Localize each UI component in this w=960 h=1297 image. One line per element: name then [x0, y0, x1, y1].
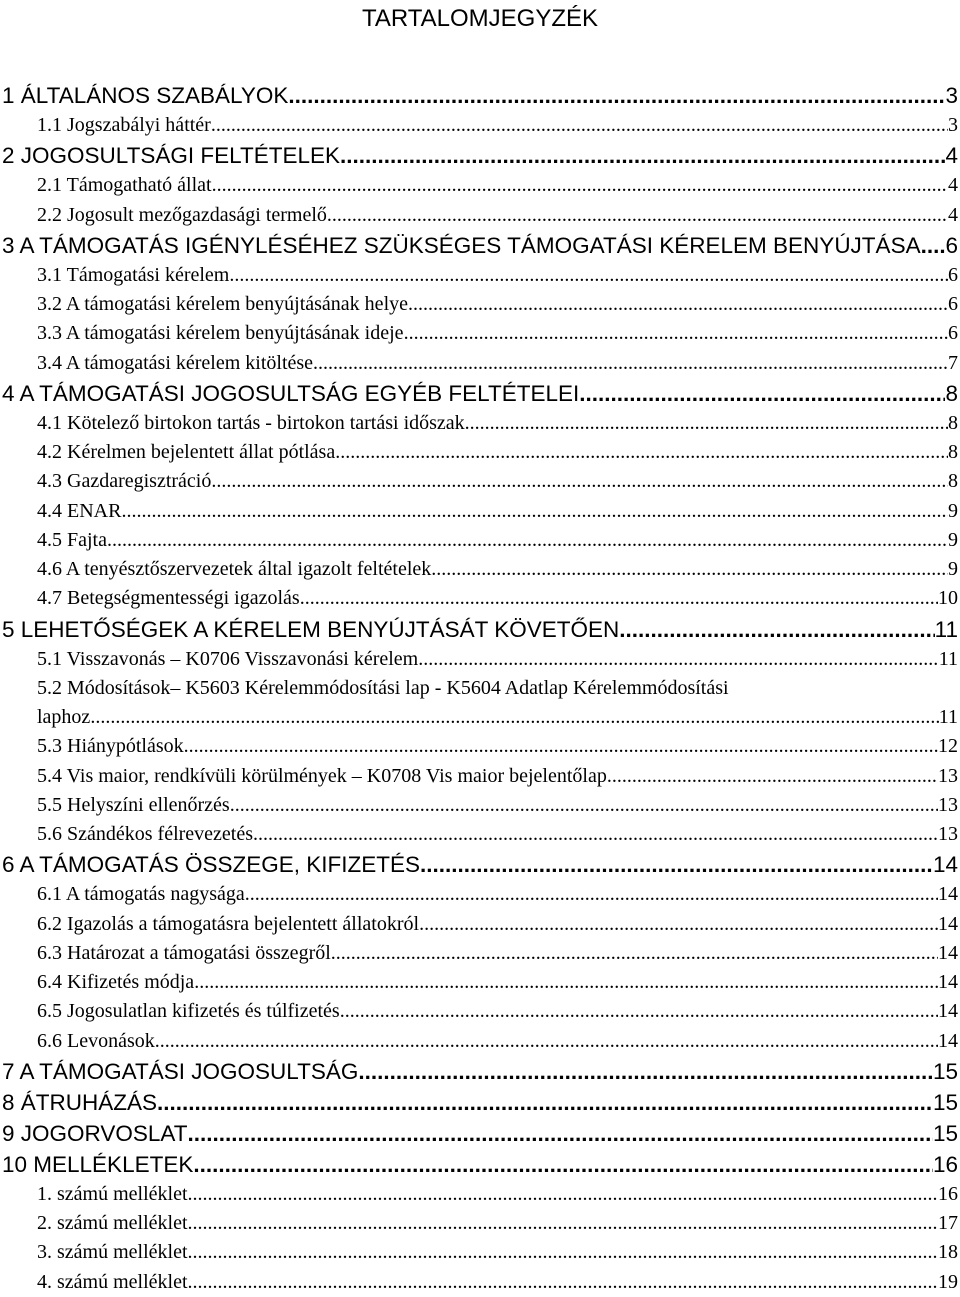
toc-entry-label: 6 A TÁMOGATÁS ÖSSZEGE, KIFIZETÉS: [2, 852, 421, 878]
toc-section-entry[interactable]: [0, 939, 960, 968]
toc-leader-dots: [155, 1027, 938, 1056]
toc-section-entry[interactable]: [0, 674, 960, 703]
toc-entry-label: 3.2 A támogatási kérelem benyújtásának helye: [37, 293, 408, 315]
toc-page-number: 14: [938, 1029, 958, 1052]
toc-page-number: 4: [948, 174, 958, 197]
toc-entry-label: 2.1 Támogatható állat: [37, 174, 212, 197]
toc-section-entry[interactable]: [0, 497, 960, 526]
toc-entry-label: 3.1 Támogatási kérelem: [37, 263, 230, 286]
toc-leader-dots: [619, 614, 934, 645]
toc-entry-label: 5.3 Hiánypótlások: [37, 735, 184, 758]
toc-leader-dots: [193, 1149, 933, 1180]
toc-page-number: 19: [938, 1270, 958, 1293]
toc-entry-label: 9 JOGORVOSLAT: [2, 1120, 188, 1146]
toc-chapter-entry[interactable]: [0, 1087, 960, 1118]
toc-entry-label: laphoz: [37, 706, 91, 728]
toc-page-number: 8: [948, 411, 958, 434]
toc-chapter-entry[interactable]: [0, 1149, 960, 1180]
toc-section-entry[interactable]: [0, 1180, 960, 1209]
toc-leader-dots: [418, 645, 938, 674]
toc-leader-dots: [212, 171, 948, 200]
toc-entry-label: 5.6 Szándékos félrevezetés: [37, 823, 254, 845]
toc-section-entry[interactable]: [0, 703, 960, 732]
toc-page-number: 9: [948, 499, 958, 522]
toc-leader-dots: [335, 438, 948, 467]
toc-entry-label: 5.5 Helyszíni ellenőrzés: [37, 793, 230, 816]
toc-page-number: 8: [948, 441, 958, 463]
toc-entry-label: 4.7 Betegségmentességi igazolás: [37, 587, 300, 610]
toc-section-entry[interactable]: [0, 171, 960, 200]
toc-entry-label: 6.5 Jogosulatlan kifizetés és túlfizetés: [37, 1000, 340, 1023]
toc-section-entry[interactable]: [0, 111, 960, 140]
toc-leader-dots: [245, 880, 938, 909]
toc-page-number: 18: [938, 1241, 958, 1264]
toc-page-number: 8: [945, 380, 958, 406]
toc-page-number: 17: [938, 1212, 958, 1234]
toc-leader-dots: [90, 703, 938, 732]
toc-section-entry[interactable]: [0, 349, 960, 378]
toc-section-entry[interactable]: [0, 1209, 960, 1238]
toc-entry-label: 6.3 Határozat a támogatási összegről: [37, 941, 331, 964]
toc-entry-label: 6.4 Kifizetés módja: [37, 971, 195, 993]
toc-page-number: 8: [948, 470, 958, 493]
toc-entry-label: 2.2 Jogosult mezőgazdasági termelő: [37, 203, 327, 226]
toc-page-number: 14: [938, 912, 958, 935]
toc-chapter-entry[interactable]: [0, 230, 960, 261]
toc-section-entry[interactable]: [0, 645, 960, 674]
toc-section-entry[interactable]: [0, 290, 960, 319]
toc-page-number: 12: [938, 735, 958, 758]
toc-entry-label: 5 LEHETŐSÉGEK A KÉRELEM BENYÚJTÁSÁT KÖVETŐEN: [2, 616, 620, 642]
toc-leader-dots: [313, 349, 948, 378]
toc-entry-label: 2. számú melléklet: [37, 1212, 188, 1234]
toc-leader-dots: [340, 140, 945, 171]
toc-entry-label: 4.2 Kérelmen bejelentett állat pótlása: [37, 441, 336, 463]
toc-page-number: 15: [932, 1120, 958, 1146]
toc-leader-dots: [607, 762, 938, 791]
toc-section-entry[interactable]: [0, 968, 960, 997]
toc-entry-label: 4.3 Gazdaregisztráció: [37, 470, 212, 493]
toc-leader-dots: [188, 1238, 938, 1267]
toc-entry-label: 4.1 Kötelező birtokon tartás - birtokon tartási időszak: [37, 411, 465, 434]
toc-section-entry[interactable]: [0, 261, 960, 290]
toc-leader-dots: [194, 968, 938, 997]
toc-entry-label: 4. számú melléklet: [37, 1270, 188, 1293]
toc-leader-dots: [431, 555, 948, 584]
toc-leader-dots: [340, 997, 938, 1026]
toc-entry-label: 4 A TÁMOGATÁSI JOGOSULTSÁG EGYÉB FELTÉTELEI: [2, 380, 580, 406]
toc-entry-label: 7 A TÁMOGATÁSI JOGOSULTSÁG: [2, 1058, 359, 1084]
toc-entry-label: 4.4 ENAR: [37, 499, 122, 522]
toc-entry-label: 6.6 Levonások: [37, 1029, 155, 1052]
toc-leader-dots: [157, 1087, 933, 1118]
toc-page-number: 7: [948, 351, 958, 374]
toc-entry-label: 1 ÁLTALÁNOS SZABÁLYOK: [2, 83, 289, 108]
toc-page-number: 11: [938, 706, 958, 728]
toc-chapter-entry[interactable]: [0, 378, 960, 409]
toc-page-number: 6: [948, 263, 958, 286]
toc-entry-label: 5.4 Vis maior, rendkívüli körülmények – K0708 Vis maior bejelentőlap: [37, 764, 607, 787]
toc-page-number: 13: [938, 823, 958, 845]
toc-page-number: 6: [948, 293, 958, 315]
toc-page-number: 11: [934, 616, 958, 642]
toc-page-number: 13: [938, 764, 958, 787]
toc-page-number: 14: [932, 852, 958, 878]
toc-section-entry[interactable]: [0, 467, 960, 496]
toc-section-entry[interactable]: [0, 880, 960, 909]
toc-page-number: 6: [945, 232, 958, 258]
toc-entry-label: 4.5 Fajta: [37, 528, 107, 551]
toc-leader-dots: [230, 791, 938, 820]
toc-chapter-entry[interactable]: [0, 1056, 960, 1087]
toc-entry-label: 8 ÁTRUHÁZÁS: [2, 1089, 158, 1115]
toc-page-number: 9: [948, 528, 958, 551]
toc-leader-dots: [187, 1118, 932, 1149]
toc-leader-dots: [300, 584, 938, 613]
toc-leader-dots: [184, 732, 938, 761]
toc-page-number: 14: [938, 1000, 958, 1023]
toc-leader-dots: [327, 201, 948, 230]
toc-entry-label: 1.1 Jogszabályi háttér: [37, 114, 211, 136]
toc-page-number: 16: [938, 1182, 958, 1205]
toc-list: [0, 80, 960, 1297]
toc-section-entry[interactable]: [0, 1027, 960, 1056]
toc-leader-dots: [288, 80, 945, 111]
toc-leader-dots: [465, 409, 948, 438]
toc-section-entry[interactable]: [0, 1238, 960, 1267]
toc-page-number: 3: [948, 114, 958, 136]
toc-leader-dots: [229, 261, 948, 290]
toc-entry-label: 6.1 A támogatás nagysága: [37, 883, 245, 906]
toc-page-number: 13: [938, 793, 958, 816]
toc-leader-dots: [419, 910, 938, 939]
toc-page-number: 4: [945, 143, 958, 169]
toc-entry-label: 3.3 A támogatási kérelem benyújtásának ideje: [37, 322, 404, 345]
toc-entry-label: 3. számú melléklet: [37, 1241, 188, 1264]
toc-page-number: 14: [938, 971, 958, 993]
toc-leader-dots: [420, 849, 933, 880]
toc-section-entry[interactable]: [0, 732, 960, 761]
toc-chapter-entry[interactable]: [0, 1118, 960, 1149]
toc-page-number: 9: [948, 558, 958, 580]
toc-leader-dots: [211, 111, 948, 140]
toc-entry-label: 5.1 Visszavonás – K0706 Visszavonási kérelem: [37, 647, 419, 670]
toc-entry-label: 3 A TÁMOGATÁS IGÉNYLÉSÉHEZ SZÜKSÉGES TÁMOGATÁSI KÉRELEM BENYÚJTÁSA: [2, 232, 921, 258]
toc-leader-dots: [921, 230, 946, 261]
toc-section-entry[interactable]: [0, 820, 960, 849]
toc-section-entry[interactable]: [0, 584, 960, 613]
toc-page-number: 14: [938, 883, 958, 906]
toc-chapter-entry[interactable]: [0, 849, 960, 880]
toc-entry-label: 4.6 A tenyésztőszervezetek által igazolt feltételek: [37, 558, 432, 580]
toc-section-entry[interactable]: [0, 791, 960, 820]
toc-leader-dots: [579, 378, 945, 409]
toc-page-number: 11: [938, 647, 958, 670]
toc-section-entry[interactable]: [0, 1268, 960, 1297]
toc-entry-label: 5.2 Módosítások– K5603 Kérelemmódosítási lap - K5604 Adatlap Kérelemmódosítási: [37, 676, 729, 699]
toc-entry-label: 10 MELLÉKLETEK: [2, 1151, 194, 1177]
toc-leader-dots: [107, 526, 948, 555]
toc-leader-dots: [253, 820, 938, 849]
page-title: TARTALOMJEGYZÉK: [361, 5, 599, 32]
toc-leader-dots: [188, 1209, 938, 1238]
toc-section-entry[interactable]: [0, 438, 960, 467]
toc-entry-label: 3.4 A támogatási kérelem kitöltése: [37, 351, 314, 374]
toc-chapter-entry[interactable]: [0, 80, 960, 111]
toc-leader-dots: [211, 467, 948, 496]
toc-leader-dots: [188, 1268, 938, 1297]
toc-leader-dots: [188, 1180, 938, 1209]
toc-section-entry[interactable]: [0, 910, 960, 939]
toc-section-entry[interactable]: [0, 201, 960, 230]
toc-page-number: 3: [945, 83, 958, 108]
toc-entry-label: 6.2 Igazolás a támogatásra bejelentett állatokról: [37, 912, 420, 935]
toc-page-number: 14: [938, 941, 958, 964]
toc-entry-label: 2 JOGOSULTSÁGI FELTÉTELEK: [2, 143, 341, 169]
toc-page-number: 15: [932, 1089, 958, 1115]
toc-page-number: 15: [932, 1058, 958, 1084]
toc-section-entry[interactable]: [0, 526, 960, 555]
toc-leader-dots: [408, 290, 948, 319]
toc-leader-dots: [121, 497, 948, 526]
toc-leader-dots: [404, 319, 948, 348]
toc-section-entry[interactable]: [0, 997, 960, 1026]
toc-page-number: 16: [932, 1151, 958, 1177]
toc-leader-dots: [331, 939, 938, 968]
toc-section-entry[interactable]: [0, 409, 960, 438]
toc-section-entry[interactable]: [0, 555, 960, 584]
toc-leader-dots: [358, 1056, 933, 1087]
toc-page-number: 6: [948, 322, 958, 345]
toc-page-number: 4: [948, 203, 958, 226]
toc-section-entry[interactable]: [0, 319, 960, 348]
toc-page-number: 10: [938, 587, 958, 610]
toc-section-entry[interactable]: [0, 762, 960, 791]
toc-chapter-entry[interactable]: [0, 140, 960, 171]
toc-entry-label: 1. számú melléklet: [37, 1182, 188, 1205]
toc-chapter-entry[interactable]: [0, 614, 960, 645]
